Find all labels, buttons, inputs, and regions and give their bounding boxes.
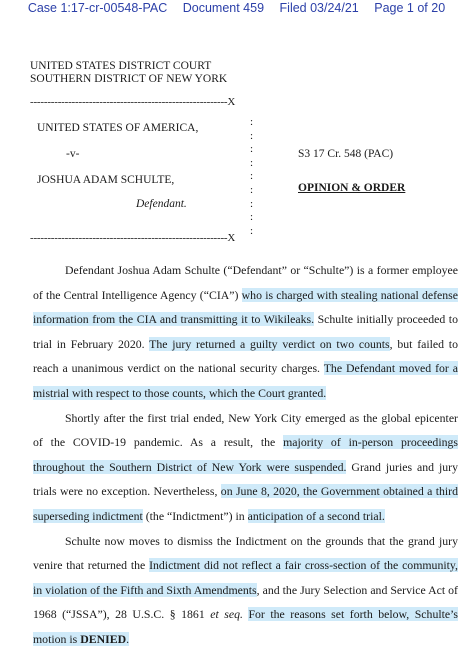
highlighted-text: DENIED xyxy=(80,631,127,646)
document-title: OPINION & ORDER xyxy=(298,182,406,194)
body-text: Grand juries and jury trials were no exception. Nevertheless, xyxy=(33,459,458,499)
court-line-2: SOUTHERN DISTRICT OF NEW YORK xyxy=(30,73,228,85)
body-text: Schulte initially proceeded to trial in February 2020. xyxy=(33,312,458,351)
body-text: Shortly after the first trial ended, New York City emerged as the global epicenter of the COVID-19 pandemic. As a result, the xyxy=(33,410,458,450)
page-number-header: Page 1 of 20 xyxy=(374,1,446,15)
defendant-role: Defendant. xyxy=(136,198,187,210)
highlighted-text: The jury returned a guilty verdict on two counts xyxy=(149,336,390,351)
body-text: , and the Jury Selection and Service Act of 1968 (“JSSA”), 28 U.S.C. § 1861 xyxy=(33,582,458,622)
highlighted-text: majority of in-person proceedings throughout the Southern District of New York were suspended. xyxy=(33,435,458,474)
paragraph-3 xyxy=(33,529,458,652)
caption-divider-bottom: ---------------------------------------------------------X xyxy=(30,232,236,244)
case-number-header: Case 1:17-cr-00548-PAC xyxy=(27,1,168,15)
defendant-name: JOSHUA ADAM SCHULTE, xyxy=(37,174,175,186)
court-line-1: UNITED STATES DISTRICT COURT xyxy=(30,60,212,72)
versus-label: -v- xyxy=(66,148,80,160)
caption-divider-top: ---------------------------------------------------------X xyxy=(30,96,236,108)
paragraph-1 xyxy=(33,258,458,406)
highlighted-text: on June 8, 2020, the Government obtained a third superseding indictment xyxy=(33,484,459,523)
filed-date-header: Filed 03/24/21 xyxy=(279,1,359,15)
body-text: et seq. xyxy=(210,607,243,622)
highlighted-text: anticipation of a second trial. xyxy=(247,508,385,523)
opinion-body xyxy=(33,258,458,652)
paragraph-2 xyxy=(33,406,458,529)
court-name xyxy=(30,60,227,86)
caption-colons: : : : : : : : : : xyxy=(250,116,254,237)
highlighted-text: who is charged with stealing national defense information from the CIA and transmitting it to Wikileaks. xyxy=(33,287,458,327)
ecf-header xyxy=(0,1,473,15)
body-text: Schulte now moves to dismiss the Indictment on the grounds that the grand jury venire that returned the xyxy=(33,533,458,573)
body-text: (the “Indictment”) in xyxy=(142,508,248,523)
document-number-header: Document 459 xyxy=(182,1,265,15)
highlighted-text: For the reasons set forth below, Schulte’s motion is xyxy=(33,607,458,646)
highlighted-text: The Defendant moved for a mistrial with respect to those counts, which the Court granted. xyxy=(33,361,458,400)
highlighted-text: Indictment did not reflect a fair cross-section of the community, in violation of the Fifth and Sixth Amendments xyxy=(33,558,458,597)
highlighted-text: . xyxy=(126,631,130,646)
body-text: Defendant Joshua Adam Schulte (“Defendant” or “Schulte”) is a former employee of the Central Intelligence Agency (“CIA”) xyxy=(33,263,458,302)
plaintiff-name: UNITED STATES OF AMERICA, xyxy=(37,122,199,134)
body-text: , but failed to reach a unanimous verdict on the national security charges. xyxy=(33,336,458,376)
docket-number: S3 17 Cr. 548 (PAC) xyxy=(298,148,394,160)
